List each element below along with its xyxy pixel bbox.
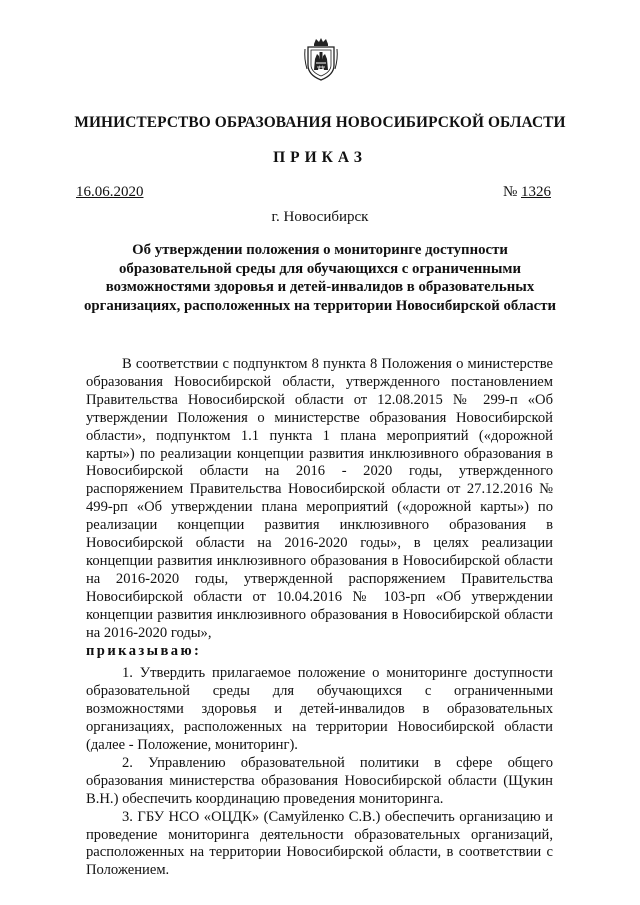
document-body bbox=[86, 356, 553, 880]
document-date: 16.06.2020 bbox=[76, 184, 144, 200]
order-item: 3. ГБУ НСО «ОЦДК» (Самуйленко С.В.) обеспечить организацию и проведение мониторинга деятельности образовательных организаций, расположенных на территории Новосибирской области, в соответствии с Положением. bbox=[86, 808, 553, 879]
decree-word: приказываю: bbox=[86, 642, 202, 659]
number-value: 1326 bbox=[521, 184, 551, 200]
coat-of-arms-icon bbox=[303, 37, 339, 81]
order-item: 1. Утвердить прилагаемое положение о мониторинге доступности образовательной среды для обучающихся с ограниченными возможностями здоровья и детей-инвалидов в образовательных организациях, расположенных на территории Новосибирской области (далее - Положение, мониторинг). bbox=[86, 665, 553, 754]
document-title: Об утверждении положения о мониторинге доступности образовательной среды для обучающихся с ограниченными возможностями здоровья и детей-инвалидов в образовательных организациях, расположенных на территории Новосибирской области bbox=[83, 242, 557, 314]
document-city: г. Новосибирск bbox=[271, 209, 369, 225]
document-type: ПРИКАЗ bbox=[273, 149, 367, 166]
order-item: 2. Управлению образовательной политики в сфере общего образования министерства образования Новосибирской области (Щукин В.Н.) обеспечить координацию проведения мониторинга. bbox=[86, 754, 553, 807]
preamble-text: В соответствии с подпунктом 8 пункта 8 Положения о министерстве образования Новосибирской области, утвержденного постановлением Правительства Новосибирской области от 12.08.2015 № 299-п «Об утверждении Положения о министерстве образования Новосибирской области», подпунктом 1.1 пункта 1 плана мероприятий («дорожной карты») по реализации концепции развития инклюзивного образования в Новосибирской области на 2016 - 2020 годы, утвержденного распоряжением Правительства Новосибирской области от 27.12.2016 № 499-рп «Об утверждении плана мероприятий («дорожной карты») по реализации концепции развития инклюзивного образования в Новосибирской области на 2016-2020 годы», в целях реализации концепции развития инклюзивного образования в Новосибирской области на 2016-2020 годы, утвержденной распоряжением Правительства Новосибирской области от 10.04.2016 № 103-рп «Об утверждении концепции развития инклюзивного образования в Новосибирской области на 2016-2020 годы», bbox=[86, 356, 553, 641]
ministry-name: МИНИСТЕРСТВО ОБРАЗОВАНИЯ НОВОСИБИРСКОЙ ОБЛАСТИ bbox=[74, 114, 566, 131]
number-prefix: № bbox=[502, 184, 518, 200]
preamble-paragraph bbox=[86, 356, 553, 660]
document-number bbox=[503, 184, 551, 201]
